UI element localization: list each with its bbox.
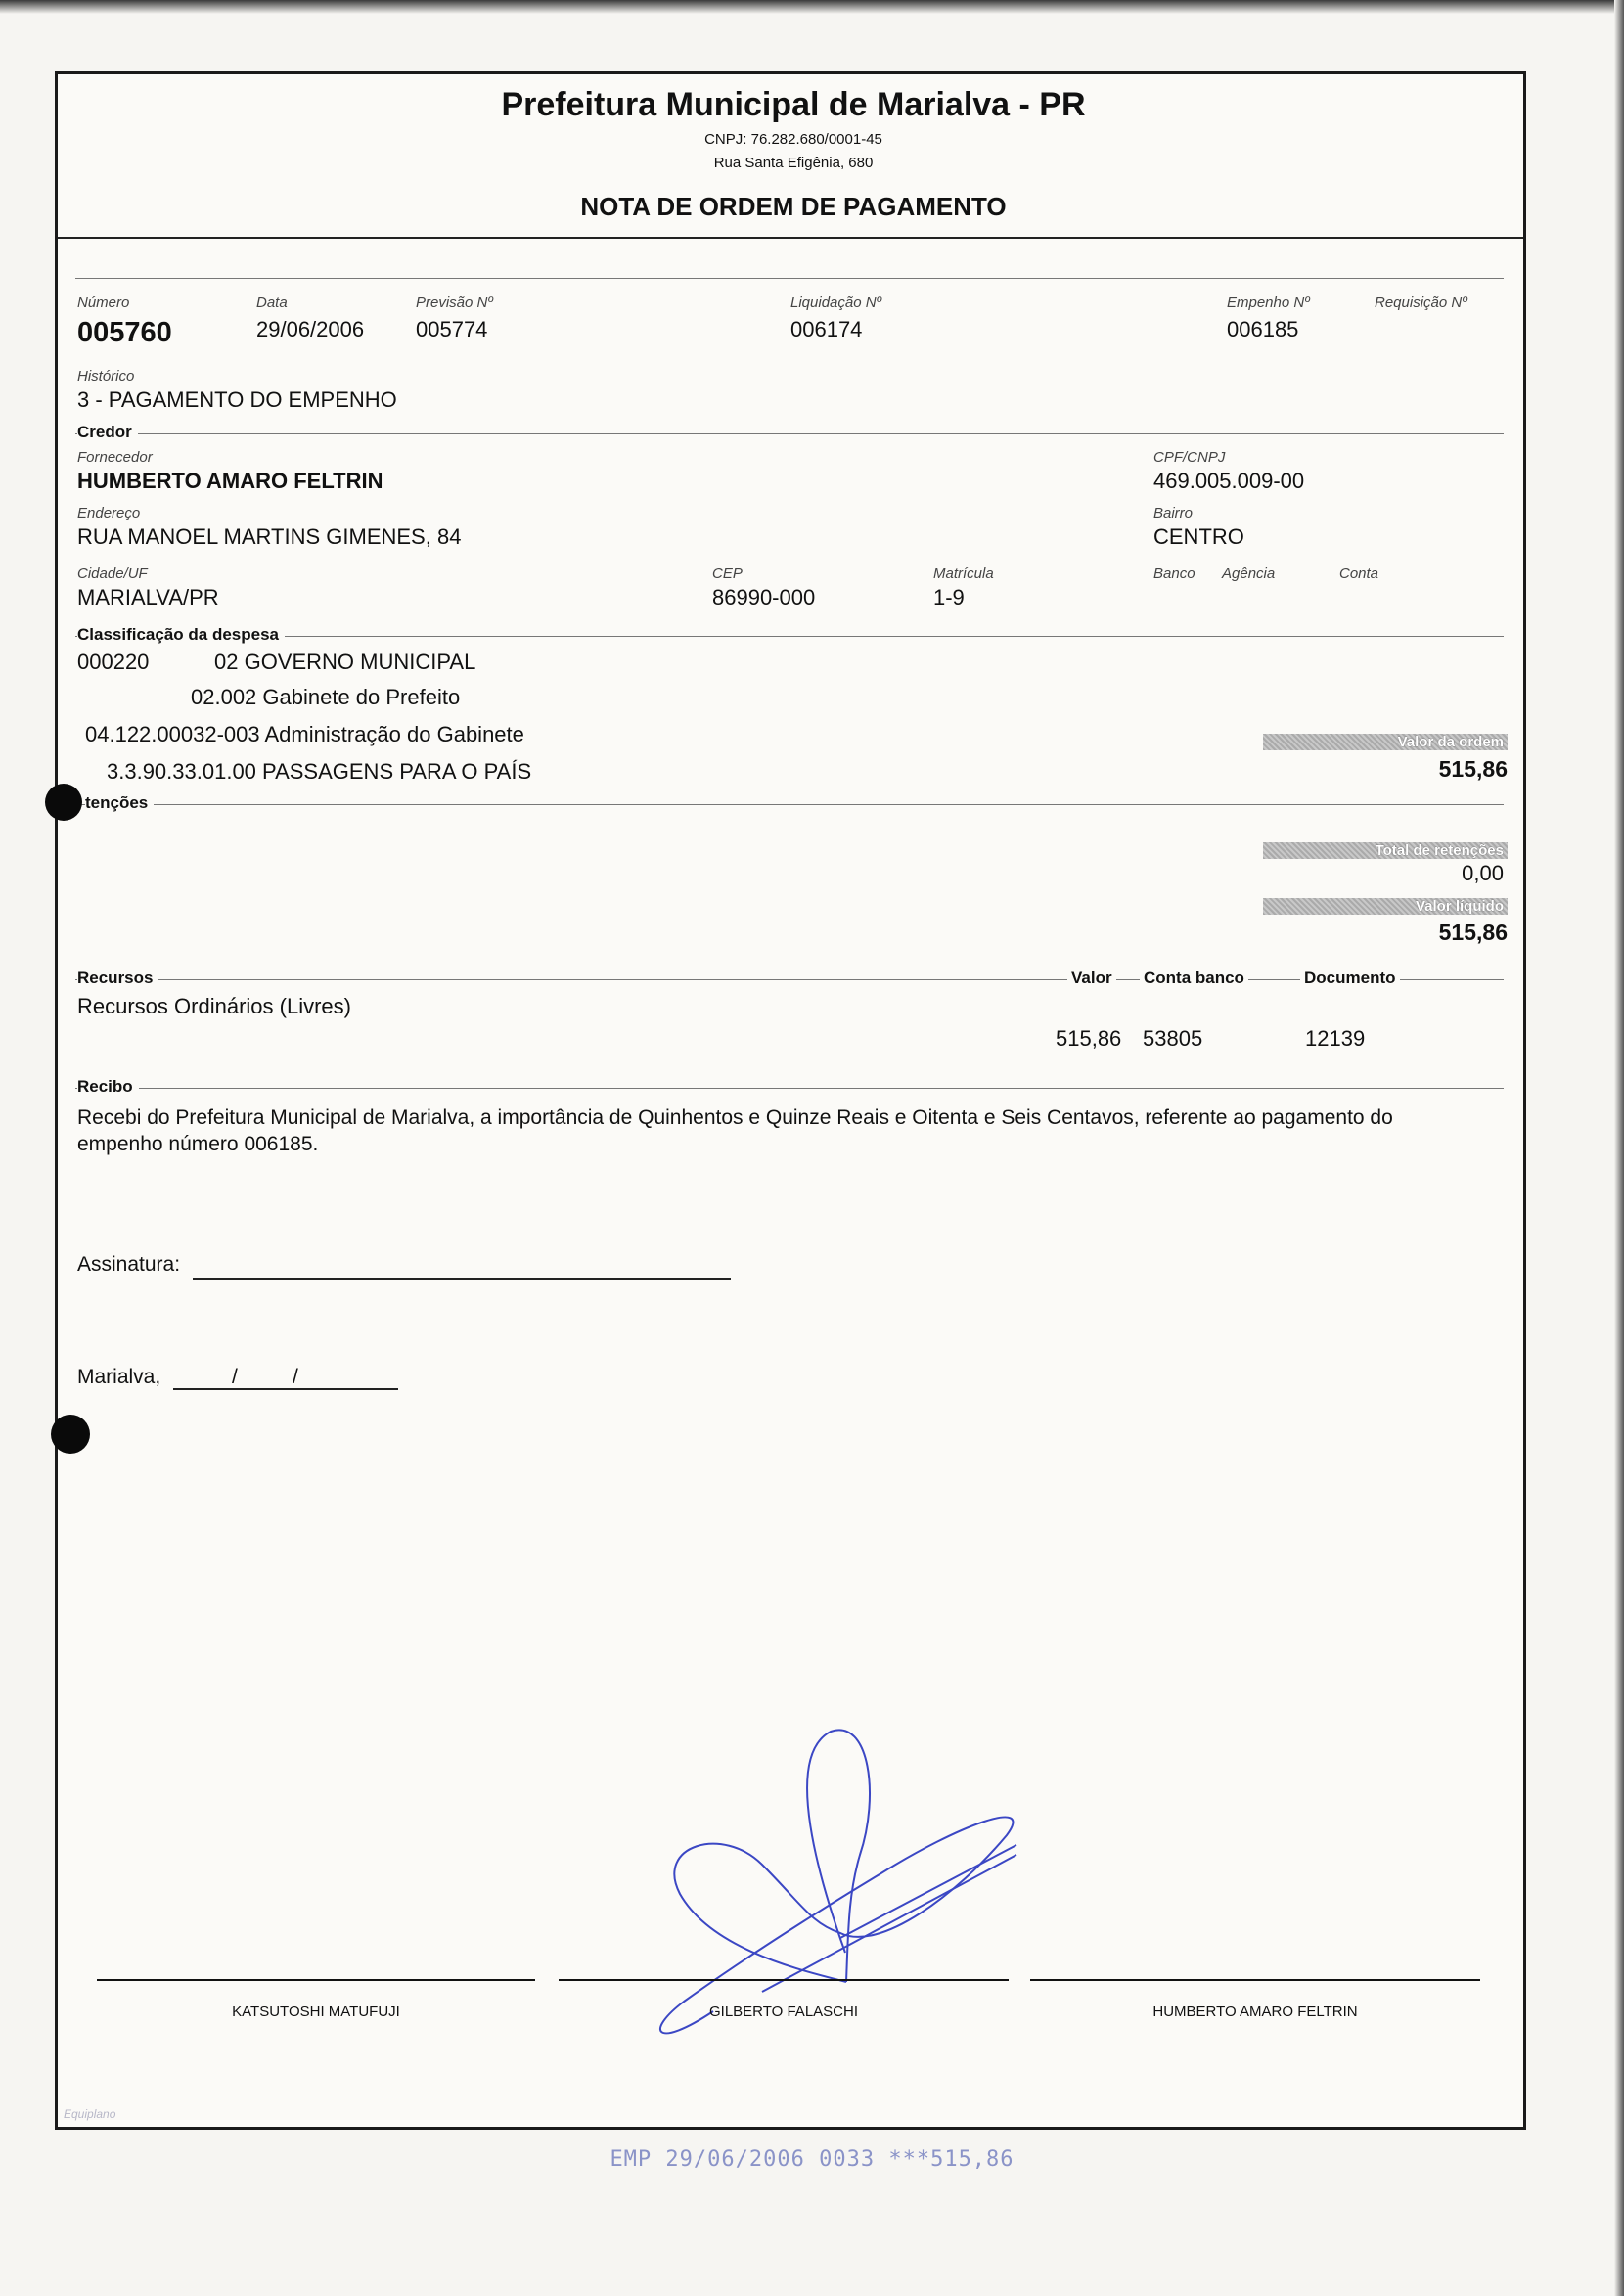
classificacao-elemento: 3.3.90.33.01.00 PASSAGENS PARA O PAÍS xyxy=(107,759,532,784)
date-slash-2: / xyxy=(293,1366,298,1388)
scan-edge-top xyxy=(0,0,1624,14)
retencoes-rule xyxy=(75,804,1504,805)
requisicao-label: Requisição Nº xyxy=(1375,294,1467,311)
endereco-value: RUA MANOEL MARTINS GIMENES, 84 xyxy=(77,524,462,549)
previsao-label: Previsão Nº xyxy=(416,294,493,311)
classificacao-code: 000220 xyxy=(77,650,150,674)
punch-hole-1 xyxy=(45,784,82,821)
punch-hole-2 xyxy=(51,1415,90,1454)
recibo-text-line2: empenho número 006185. xyxy=(77,1133,319,1155)
recursos-rule xyxy=(75,979,1504,980)
bairro-value: CENTRO xyxy=(1153,524,1244,549)
recursos-section: Recursos xyxy=(77,968,158,988)
cpf-value: 469.005.009-00 xyxy=(1153,469,1305,493)
signature-line-2 xyxy=(559,1979,1009,1981)
classificacao-unidade: 02.002 Gabinete do Prefeito xyxy=(191,685,461,709)
banco-label: Banco xyxy=(1153,565,1195,582)
recursos-valor-header: Valor xyxy=(1067,968,1116,988)
classificacao-funcional: 04.122.00032-003 Administração do Gabinete xyxy=(85,722,524,746)
data-label: Data xyxy=(256,294,288,311)
cep-value: 86990-000 xyxy=(712,585,816,609)
liquidacao-value: 006174 xyxy=(790,317,863,341)
total-retencoes-bar xyxy=(1263,842,1508,859)
recibo-text-line1: Recebi do Prefeitura Municipal de Marialva, a importância de Quinhentos e Quinze Reais e Oitenta e Seis Centavos, referente ao pagamento do xyxy=(77,1106,1393,1129)
historico-label: Histórico xyxy=(77,368,135,384)
credor-rule xyxy=(75,433,1504,434)
recibo-rule xyxy=(75,1088,1504,1089)
valor-ordem-bar xyxy=(1263,734,1508,750)
signature-name-2: GILBERTO FALASCHI xyxy=(709,2003,858,2020)
empenho-label: Empenho Nº xyxy=(1227,294,1310,311)
credor-section: Credor xyxy=(77,423,138,442)
numero-value: 005760 xyxy=(77,317,172,348)
order-top-rule xyxy=(75,278,1504,279)
signature-name-1: KATSUTOSHI MATUFUJI xyxy=(232,2003,400,2020)
recursos-conta: 53805 xyxy=(1143,1026,1203,1051)
valor-ordem-label: Valor da ordem xyxy=(1397,734,1504,750)
cidade-value: MARIALVA/PR xyxy=(77,585,219,609)
header-address: Rua Santa Efigênia, 680 xyxy=(713,155,874,171)
recursos-documento: 12139 xyxy=(1305,1026,1366,1051)
cpf-label: CPF/CNPJ xyxy=(1153,449,1226,466)
bairro-label: Bairro xyxy=(1153,505,1194,521)
data-value: 29/06/2006 xyxy=(256,317,365,341)
cep-label: CEP xyxy=(712,565,743,582)
valor-liquido-value: 515,86 xyxy=(1438,920,1508,945)
header-title: Prefeitura Municipal de Marialva - PR xyxy=(501,86,1086,123)
date-place-label: Marialva, xyxy=(77,1366,161,1388)
fornecedor-value: HUMBERTO AMARO FELTRIN xyxy=(77,469,383,493)
recursos-descricao: Recursos Ordinários (Livres) xyxy=(77,994,351,1018)
date-line[interactable] xyxy=(173,1388,398,1390)
signature-name-3: HUMBERTO AMARO FELTRIN xyxy=(1152,2003,1358,2020)
payment-order-document xyxy=(55,71,1526,2130)
assinatura-label: Assinatura: xyxy=(77,1253,181,1276)
scan-edge-right xyxy=(1614,0,1624,2296)
signature-line-1 xyxy=(97,1979,535,1981)
classificacao-section: Classificação da despesa xyxy=(77,625,285,645)
matricula-value: 1-9 xyxy=(933,585,965,609)
classificacao-rule xyxy=(75,636,1504,637)
agencia-label: Agência xyxy=(1222,565,1276,582)
recursos-conta-header: Conta banco xyxy=(1140,968,1248,988)
previsao-value: 005774 xyxy=(416,317,488,341)
cidade-label: Cidade/UF xyxy=(77,565,148,582)
valor-ordem-value: 515,86 xyxy=(1438,756,1508,782)
matricula-label: Matrícula xyxy=(933,565,994,582)
valor-liquido-bar xyxy=(1263,898,1508,915)
document-title: NOTA DE ORDEM DE PAGAMENTO xyxy=(580,192,1007,221)
assinatura-line[interactable] xyxy=(193,1278,731,1280)
total-retencoes-label: Total de retenções xyxy=(1375,842,1504,859)
classificacao-orgao: 02 GOVERNO MUNICIPAL xyxy=(214,650,476,674)
retencoes-section: tenções xyxy=(85,793,154,813)
conta-label: Conta xyxy=(1339,565,1379,582)
fornecedor-label: Fornecedor xyxy=(77,449,153,466)
handwritten-signature xyxy=(586,1718,1075,2050)
signature-line-3 xyxy=(1030,1979,1480,1981)
recursos-documento-header: Documento xyxy=(1300,968,1400,988)
mechanical-stamp: EMP 29/06/2006 0033 ***515,86 xyxy=(609,2147,1015,2172)
date-slash-1: / xyxy=(232,1366,238,1388)
header-divider xyxy=(58,237,1523,239)
total-retencoes-value: 0,00 xyxy=(1462,861,1504,885)
valor-liquido-label: Valor líquido xyxy=(1415,898,1504,915)
header-cnpj: CNPJ: 76.282.680/0001-45 xyxy=(704,131,882,148)
endereco-label: Endereço xyxy=(77,505,141,521)
empenho-value: 006185 xyxy=(1227,317,1299,341)
historico-value: 3 - PAGAMENTO DO EMPENHO xyxy=(77,387,397,412)
numero-label: Número xyxy=(77,294,130,311)
liquidacao-label: Liquidação Nº xyxy=(790,294,882,311)
recibo-section: Recibo xyxy=(77,1077,139,1097)
watermark: Equiplano xyxy=(64,2107,116,2121)
recursos-valor: 515,86 xyxy=(1056,1026,1122,1051)
